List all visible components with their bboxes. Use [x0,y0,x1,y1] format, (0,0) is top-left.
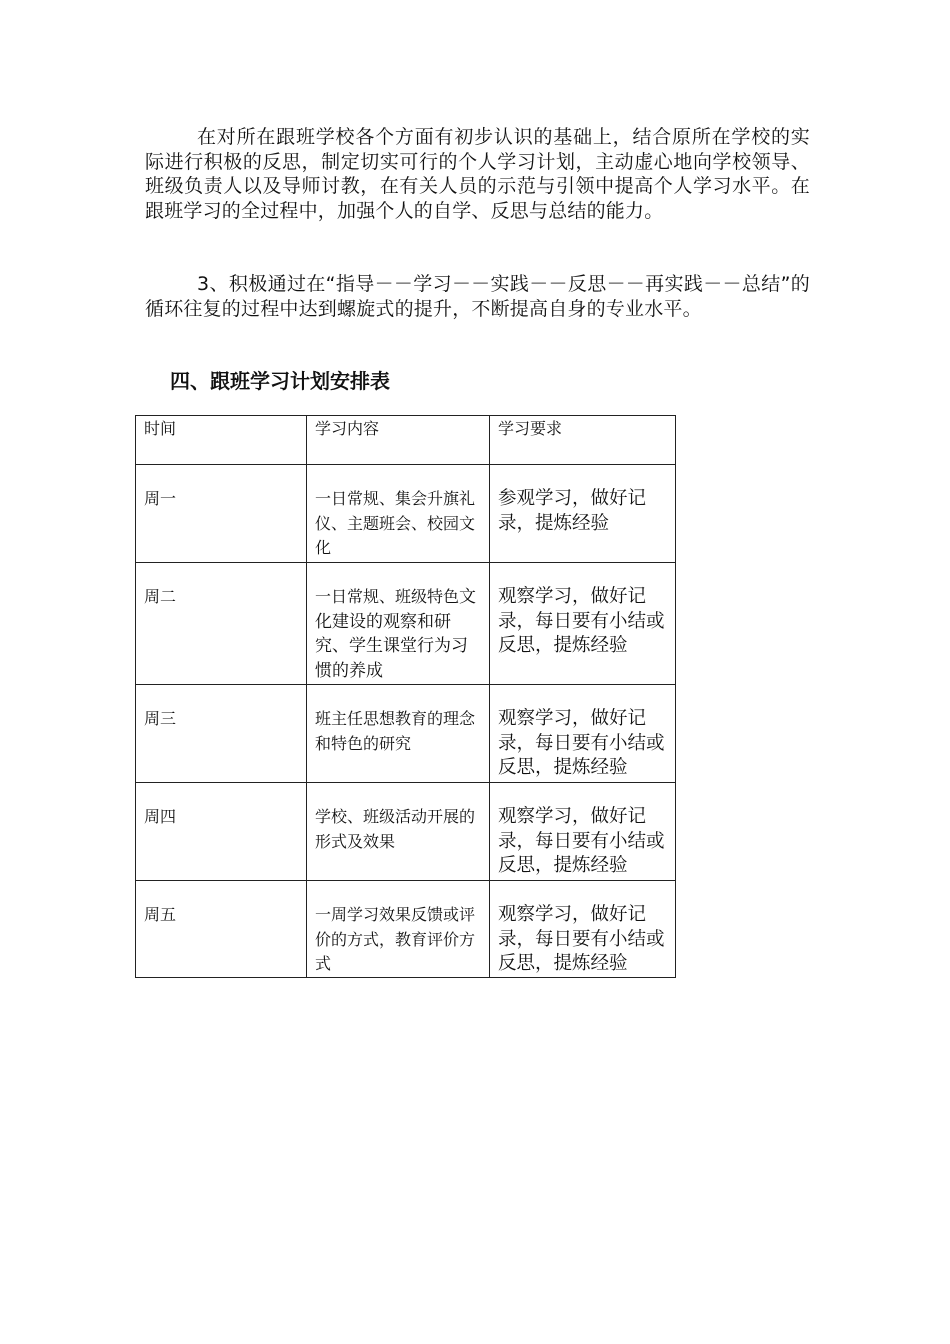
row-content-part2: 文化建设的观察和研究、学生课堂行为习惯的养成 [315,587,477,681]
row-requirement: 观察学习，做好记录，每日要有小结或反思，提炼经验 [490,563,676,685]
row-content: 一日常规、集会升旗礼仪、主题班会、校园文化 [307,465,490,563]
row-content-part1: 一日常规、班级特色 [315,587,460,606]
row-content: 班主任思想教育的理念和特色的研究 [307,685,490,783]
row-time: 周一 [136,465,307,563]
row-content: 学校、班级活动开展的形式及效果 [307,783,490,881]
row-content [307,563,490,685]
row-requirement: 参观学习，做好记录，提炼经验 [490,465,676,563]
paragraph-cycle: 3、积极通过在“指导－－学习－－实践－－反思－－再实践－－总结”的循环往复的过程中达到螺旋式的提升，不断提高自身的专业水平。 [145,273,810,320]
row-requirement: 观察学习，做好记录，每日要有小结或反思，提炼经验 [490,685,676,783]
row-time: 周四 [136,783,307,881]
table-row [136,881,676,978]
row-content: 一周学习效果反馈或评价的方式，教育评价方式 [307,881,490,978]
header-time: 时间 [136,416,307,465]
table-row [136,465,676,563]
row-time: 周二 [136,563,307,685]
table-row [136,783,676,881]
table-row [136,685,676,783]
row-requirement: 观察学习，做好记录，每日要有小结或反思，提炼经验 [490,881,676,978]
section-heading: 四、跟班学习计划安排表 [170,369,390,393]
table-header-row [136,416,676,465]
header-content: 学习内容 [307,416,490,465]
row-time: 周三 [136,685,307,783]
paragraph-reflection: 在对所在跟班学校各个方面有初步认识的基础上，结合原所在学校的实际进行积极的反思，制定切实可行的个人学习计划，主动虚心地向学校领导、班级负责人以及导师讨教，在有关人员的示范与引领中提高个人学习水平。在跟班学习的全过程中，加强个人的自学、反思与总结的能力。 [145,126,810,222]
study-plan-table [135,415,676,978]
header-requirement: 学习要求 [490,416,676,465]
row-time: 周五 [136,881,307,978]
row-requirement: 观察学习，做好记录，每日要有小结或反思，提炼经验 [490,783,676,881]
table-row [136,563,676,685]
